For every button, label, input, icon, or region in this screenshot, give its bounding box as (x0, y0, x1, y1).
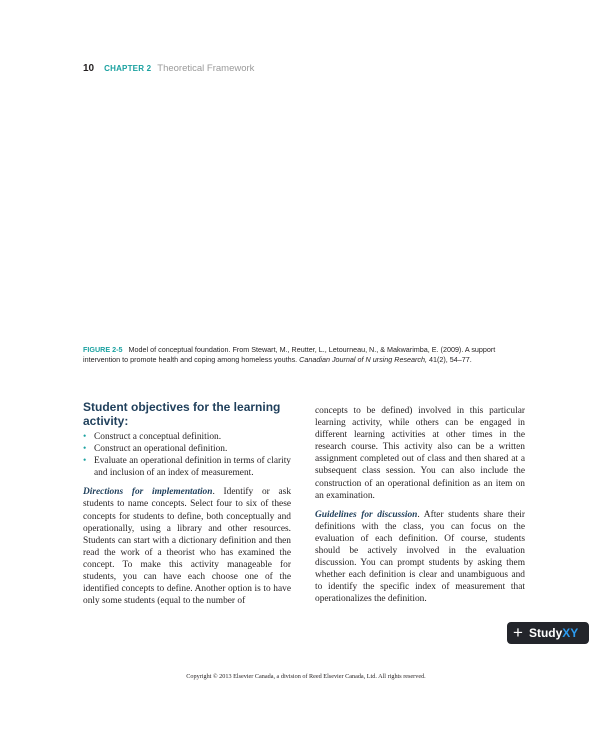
plus-icon: + (513, 623, 523, 642)
list-item: • Construct an operational definition. (83, 444, 228, 455)
guidelines-paragraph (315, 509, 525, 606)
brand-study: Study (528, 626, 563, 640)
figure-caption-journal: Canadian Journal of N ursing Research, (299, 355, 428, 364)
figure-caption-text: Model of conceptual foundation. From Stewart, M., Reutter, L., Letourneau, N., & Makwarimba, E. (2009). A support intervention to promote health and coping among homeless youths. (83, 345, 496, 364)
guidelines-text: . After students share their definitions with the class, you can focus on the evaluation of each definition. Of course, students should be actively involved in the evaluation discussion. You can prompt students by asking them whether each definition is clear and unambiguous and to identify the specific index of measurement that operationalizes the definition. (315, 509, 526, 605)
right-column (315, 405, 525, 613)
directions-lead: Directions for implementation (83, 487, 213, 498)
guidelines-lead: Guidelines for discussion (315, 509, 418, 520)
bullet-icon: • (83, 444, 87, 455)
figure-caption (83, 345, 533, 365)
directions-continued: concepts to be defined) involved in this particular learning activity, while others can be engaged in different learning activities at other times in the research course. This activity also can be a written assignment completed out of class and then shared at a subsequent class session. You can also include the construction of an operational definition as an item on an examination. (315, 406, 525, 501)
bullet-icon: • (83, 432, 87, 442)
running-header (83, 63, 254, 74)
chapter-label: CHAPTER 2 (104, 64, 152, 73)
page-number: 10 (83, 63, 95, 74)
objectives-list (83, 431, 291, 479)
figure-placeholder (83, 82, 531, 337)
figure-caption-citation: 41(2), 54–77. (429, 355, 472, 364)
copyright-notice: Copyright © 2013 Elsevier Canada, a division of Reed Elsevier Canada, Ltd. All rights reserved. (186, 673, 426, 680)
directions-paragraph (83, 486, 291, 607)
objectives-heading: Student objectives for the learning activity: (83, 400, 281, 428)
list-item: • Evaluate an operational definition in terms of clarity and inclusion of an index of measurement. (83, 456, 291, 479)
figure-label: FIGURE 2-5 (83, 345, 123, 354)
directions-text: . Identify or ask students to name concepts. Select four to six of these concepts for students to define, both conceptually and operationally, using a library and other resources. Students can start with a dictionary definition and then read the work of a theorist who has examined the concept. To make this activity manageable for students, you can have each choose one of the identified concepts to define. Another option is to have only some students (equal to the number of (83, 487, 292, 607)
brand-xy: XY (562, 626, 579, 640)
studyxy-watermark (507, 622, 589, 644)
bullet-icon: • (83, 456, 87, 467)
chapter-title: Theoretical Framework (157, 63, 255, 74)
list-item: • Construct a conceptual definition. (83, 432, 222, 442)
left-column (83, 401, 291, 614)
